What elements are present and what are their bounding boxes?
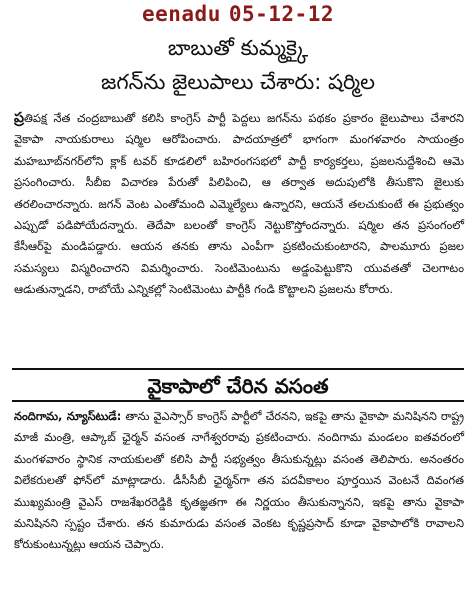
- story1-body: [14, 108, 464, 301]
- story2-text: తాను వైఎస్సార్ కాంగ్రెస్ పార్టీలో చేరనని, ఇకపై తాను వైకాపా మనిషినని రాష్ట్ర మాజీ మంత్రి, ఆప్కాబ్ ఛైర్మన్ వసంత నాగేశ్వరరావు ప్రకటించారు. నందిగామ మండలం ఐతవరంలో మంగళవారం స్థానిక నాయకులతో కలిసి పార్టీ సభ్యత్వం తీసుకున్నట్లు వసంత తెలిపారు. అనంతరం విలేకరులతో ఫోన్‌లో మాట్లాడారు. డీసీసీబీ ఛైర్మన్‌గా తన పదవీకాలం పూర్తయిన వెంటనే దివంగత ముఖ్యమంత్రి వైఎస్ రాజశేఖరరెడ్డికి కృతజ్ఞతగా ఈ నిర్ణయం తీసుకున్నానని, ఇకపై తాను వైకాపా మనిషినని స్పష్టం చేశారు. తన కుమారుడు వసంత వెంకట కృష్ణప్రసాద్ కూడా వైకాపాలోకి రావాలని కోరుకుంటున్నట్లు ఆయన చెప్పారు.: [14, 409, 464, 552]
- publication-date: 05-12-12: [228, 2, 334, 26]
- story1-text: తిపక్ష నేత చంద్రబాబుతో కలిసి కాంగ్రెస్ పార్టీ పెద్దలు జగన్‌ను పథకం ప్రకారం జైలుపాలు చేశారని వైకాపా నాయకురాలు షర్మిల ఆరోపించారు. పాదయాత్రలో భాగంగా మంగళవారం సాయంత్రం మహబూబ్‌నగర్‌లోని క్లాక్ టవర్ కూడలిలో బహిరంగసభలో పార్టీ కార్యకర్తలు, ప్రజలనుద్దేశించి ఆమె ప్రసంగించారు. సీబీఐ విచారణ పేరుతో పిలిపించి, ఆ తర్వాత అదుపులోకి తీసుకొని జైలుకు తరలించారన్నారు. జగన్ వెంట ఎంతోమంది ఎమ్మెల్యేలు ఉన్నారని, ఆయనే తలచుకుంటే ఈ ప్రభుత్వం ఎప్పుడో పడిపోయేదన్నారు. తెదేపా బలంతో కాంగ్రెస్ నెట్టుకొస్తోందన్నారు. షర్మిల తన ప్రసంగంలో కేసీఆర్‌పై మండిపడ్డారు. ఆయన తనకు తాను ఎంపీగా ప్రకటించుకుంటారని, పాలమూరు ప్రజల సమస్యలు విస్మరించారని విమర్శించారు. సెంటిమెంటును అడ్డంపెట్టుకొని యువతతో చెలగాటం ఆడుతున్నాడని, రాబోయే ఎన్నికల్లో సెంటిమెంటు పార్టీకి గండి కొట్టాలని ప్రజలను కోరారు.: [14, 111, 464, 297]
- story2-body: [14, 406, 464, 556]
- divider-top: [12, 368, 464, 370]
- publication-name: eenadu: [141, 2, 221, 26]
- story1-dropcap: ప్ర: [14, 110, 24, 126]
- divider-bottom: [12, 400, 464, 402]
- masthead: [0, 2, 476, 26]
- story1-headline-line2: జగన్‌ను జైలుపాలు చేశారు: షర్మిల: [101, 70, 375, 94]
- story1-headline-line1: బాబుతో కుమ్మక్కై: [167, 36, 309, 60]
- story2-headline: వైకాపాలో చేరిన వసంత: [147, 374, 329, 398]
- story2-dateline: నందిగామ, న్యూస్‌టుడే:: [14, 409, 122, 423]
